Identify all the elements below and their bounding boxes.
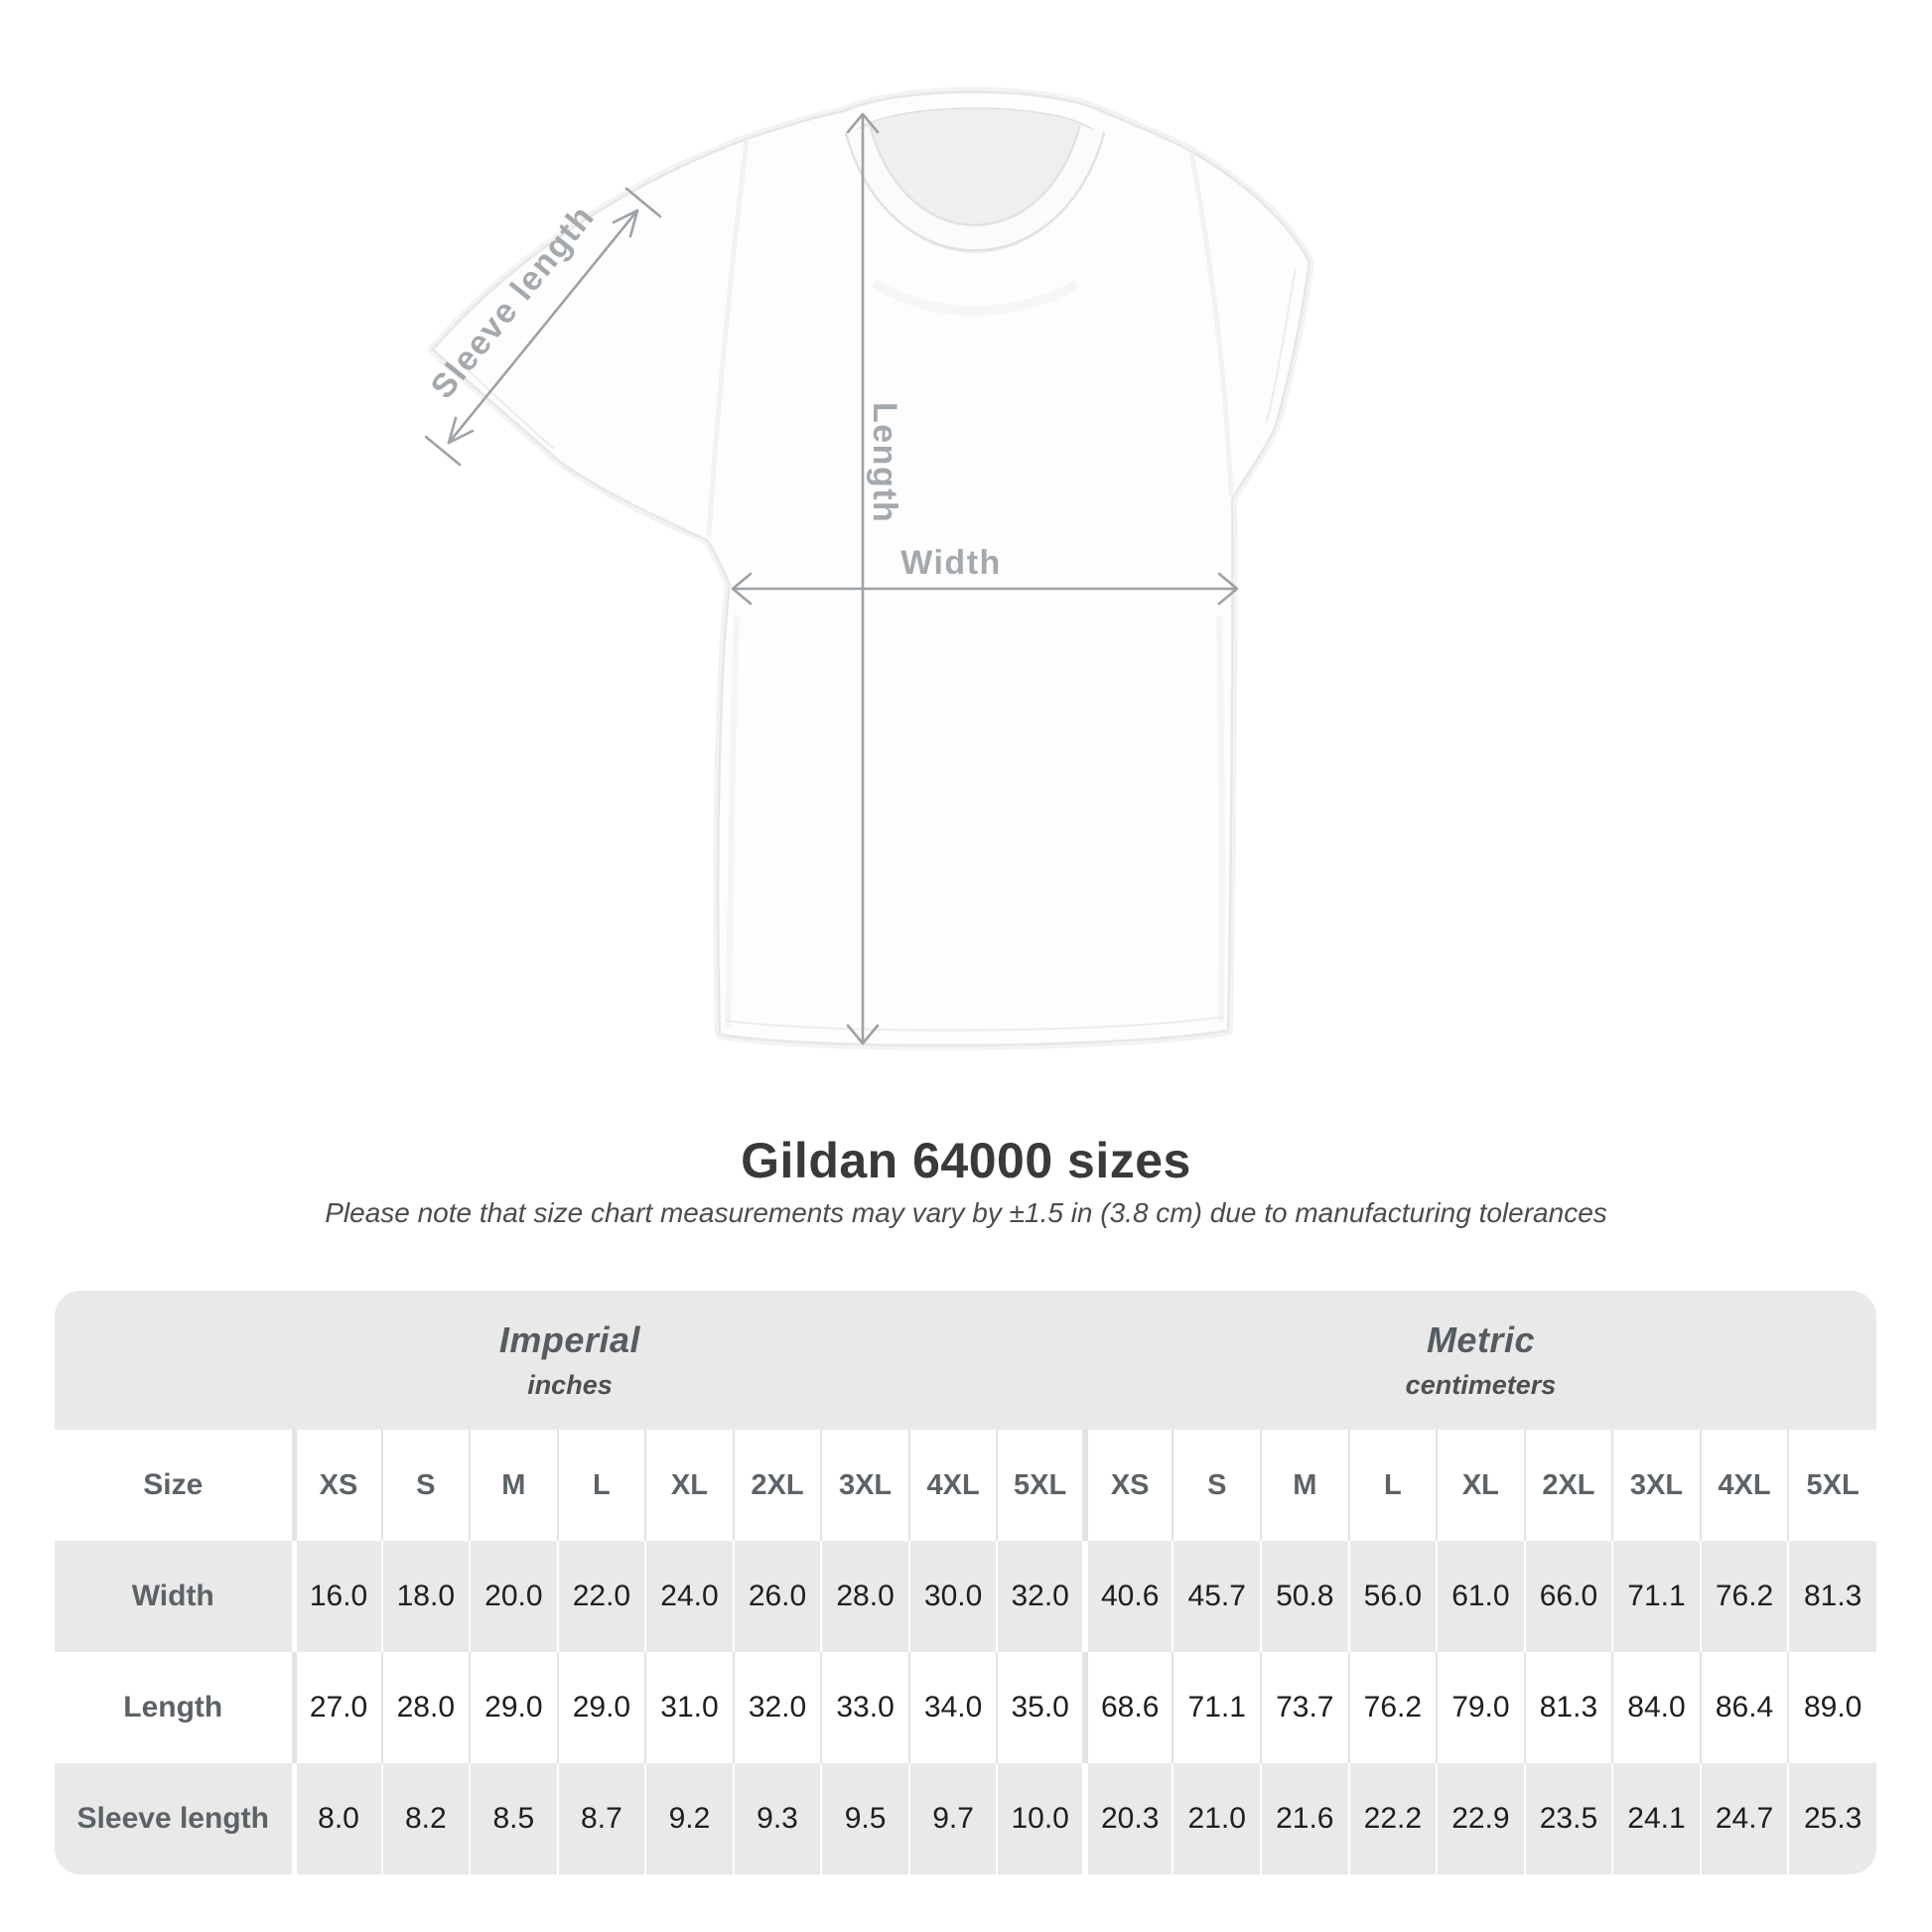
cell: 9.7: [909, 1763, 998, 1874]
cell: 66.0: [1525, 1541, 1613, 1652]
cell: 29.0: [558, 1652, 646, 1763]
cell: 33.0: [821, 1652, 909, 1763]
length-row: [55, 1652, 1876, 1763]
cell: 81.3: [1788, 1541, 1876, 1652]
size-table: [55, 1291, 1876, 1874]
page-subtitle: Please note that size chart measurements may vary by ±1.5 in (3.8 cm) due to manufacturing tolerances: [325, 1197, 1607, 1228]
cell: 24.1: [1612, 1763, 1701, 1874]
cell: 9.3: [734, 1763, 822, 1874]
cell: 9.5: [821, 1763, 909, 1874]
col-header: 2XL: [1525, 1430, 1613, 1541]
cell: 89.0: [1788, 1652, 1876, 1763]
cell: 32.0: [734, 1652, 822, 1763]
col-header: 2XL: [734, 1430, 822, 1541]
metric-label: Metric: [1426, 1319, 1535, 1360]
col-header: 5XL: [1788, 1430, 1876, 1541]
unit-group-row: [55, 1291, 1876, 1430]
cell: 84.0: [1612, 1652, 1701, 1763]
cell: 61.0: [1437, 1541, 1525, 1652]
cell: 81.3: [1525, 1652, 1613, 1763]
cell: 24.0: [645, 1541, 734, 1652]
cell: 8.5: [470, 1763, 558, 1874]
cell: 50.8: [1261, 1541, 1349, 1652]
cell: 23.5: [1525, 1763, 1613, 1874]
row-label: Length: [55, 1652, 294, 1763]
size-column-header: Size: [55, 1430, 294, 1541]
cell: 34.0: [909, 1652, 998, 1763]
length-label: Length: [866, 402, 903, 524]
cell: 76.2: [1349, 1652, 1438, 1763]
cell: 9.2: [645, 1763, 734, 1874]
cell: 68.6: [1085, 1652, 1173, 1763]
cell: 30.0: [909, 1541, 998, 1652]
size-table-card: [55, 1291, 1876, 1874]
col-header: XS: [294, 1430, 382, 1541]
col-header: M: [470, 1430, 558, 1541]
cell: 26.0: [734, 1541, 822, 1652]
cell: 71.1: [1612, 1541, 1701, 1652]
cell: 21.6: [1261, 1763, 1349, 1874]
cell: 22.2: [1349, 1763, 1438, 1874]
cell: 20.3: [1085, 1763, 1173, 1874]
imperial-group-header: [55, 1291, 1085, 1430]
col-header: 4XL: [909, 1430, 998, 1541]
cell: 45.7: [1173, 1541, 1261, 1652]
cell: 76.2: [1701, 1541, 1789, 1652]
cell: 18.0: [382, 1541, 471, 1652]
row-label: Sleeve length: [55, 1763, 294, 1874]
col-header: 3XL: [1612, 1430, 1701, 1541]
col-header: M: [1261, 1430, 1349, 1541]
sleeve-length-label: Sleeve length: [423, 198, 603, 406]
cell: 56.0: [1349, 1541, 1438, 1652]
cell: 32.0: [997, 1541, 1085, 1652]
size-header-row: [55, 1430, 1876, 1541]
cell: 16.0: [294, 1541, 382, 1652]
width-label: Width: [900, 544, 1002, 582]
col-header: L: [558, 1430, 646, 1541]
col-header: S: [382, 1430, 471, 1541]
cell: 28.0: [382, 1652, 471, 1763]
cell: 71.1: [1173, 1652, 1261, 1763]
cell: 21.0: [1173, 1763, 1261, 1874]
cell: 25.3: [1788, 1763, 1876, 1874]
cell: 86.4: [1701, 1652, 1789, 1763]
cell: 27.0: [294, 1652, 382, 1763]
cell: 31.0: [645, 1652, 734, 1763]
col-header: 5XL: [997, 1430, 1085, 1541]
cell: 24.7: [1701, 1763, 1789, 1874]
imperial-unit-label: inches: [527, 1370, 613, 1400]
col-header: L: [1349, 1430, 1438, 1541]
imperial-label: Imperial: [498, 1319, 640, 1360]
cell: 20.0: [470, 1541, 558, 1652]
cell: 35.0: [997, 1652, 1085, 1763]
cell: 8.7: [558, 1763, 646, 1874]
row-label: Width: [55, 1541, 294, 1652]
cell: 22.0: [558, 1541, 646, 1652]
cell: 22.9: [1437, 1763, 1525, 1874]
sleeve-length-row: [55, 1763, 1876, 1874]
cell: 73.7: [1261, 1652, 1349, 1763]
col-header: XS: [1085, 1430, 1173, 1541]
width-row: [55, 1541, 1876, 1652]
page-title: Gildan 64000 sizes: [741, 1133, 1191, 1188]
col-header: 3XL: [821, 1430, 909, 1541]
col-header: 4XL: [1701, 1430, 1789, 1541]
cell: 8.0: [294, 1763, 382, 1874]
metric-group-header: [1085, 1291, 1876, 1430]
metric-unit-label: centimeters: [1405, 1370, 1557, 1400]
cell: 28.0: [821, 1541, 909, 1652]
cell: 79.0: [1437, 1652, 1525, 1763]
cell: 8.2: [382, 1763, 471, 1874]
col-header: XL: [1437, 1430, 1525, 1541]
col-header: XL: [645, 1430, 734, 1541]
cell: 10.0: [997, 1763, 1085, 1874]
col-header: S: [1173, 1430, 1261, 1541]
cell: 40.6: [1085, 1541, 1173, 1652]
cell: 29.0: [470, 1652, 558, 1763]
